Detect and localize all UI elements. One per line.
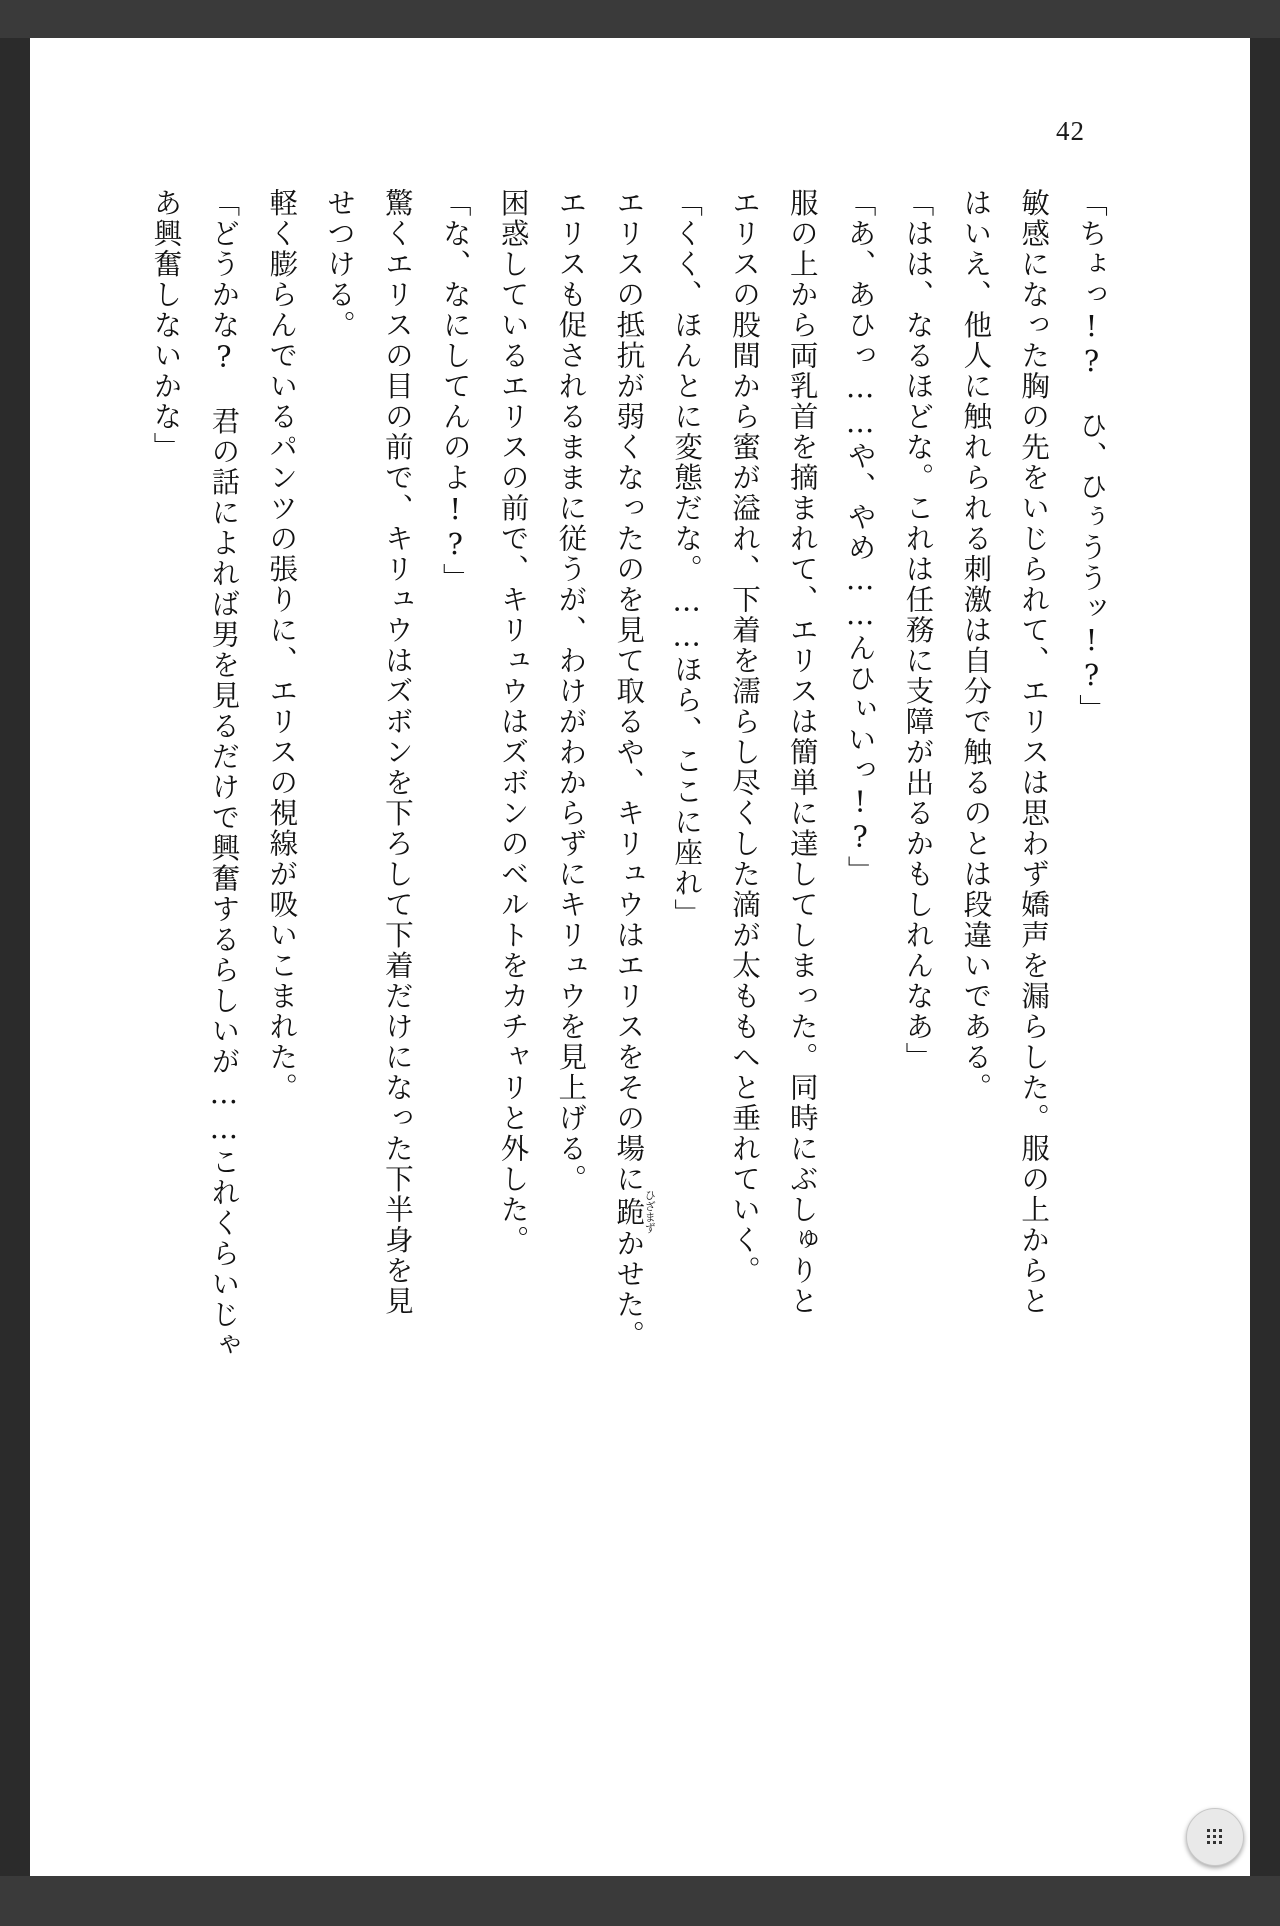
paragraph: 軽く膨らんでいるパンツの張りに、エリスの視線が吸いこまれた。 xyxy=(265,188,299,1103)
resize-handle-glyph xyxy=(1204,1826,1226,1848)
bottom-chrome-bar xyxy=(0,1876,1280,1926)
paragraph: 「はは、なるほどな。これは任務に支障が出るかもしれんなあ」 xyxy=(901,188,935,1073)
paragraph: 「ちょっ!? ひ、ひぅううッ!?」 xyxy=(1075,188,1108,725)
paragraph: せつける。 xyxy=(323,188,357,341)
resize-handle-icon[interactable] xyxy=(1186,1808,1244,1866)
paragraph: エリスの股間から蜜が溢れ、下着を濡らし尽くした滴が太ももへと垂れていく。 xyxy=(727,188,761,1286)
ruby-annotation: 跪ひざまず xyxy=(612,1189,657,1234)
paragraph: 敏感になった胸の先をいじられて、エリスは思わず嬌声を漏らした。服の上からと xyxy=(1017,188,1051,1317)
paragraph: 「どうかな? 君の話によれば男を見るだけで興奮するらしいが……これくらいじゃ xyxy=(207,188,241,1361)
paragraph: 服の上から両乳首を摘まれて、エリスは簡単に達してしまった。同時にぶしゅりと xyxy=(785,188,819,1317)
paragraph: 「な、なにしてんのよ!?」 xyxy=(438,188,472,594)
paragraph: あ興奮しないかな」 xyxy=(149,188,183,463)
paragraph: 「くく、ほんとに変態だな。……ほら、ここに座れ」 xyxy=(670,188,704,929)
paragraph: はいえ、他人に触れられる刺激は自分で触るのとは段違いである。 xyxy=(959,188,993,1103)
paragraph: エリスも促されるままに従うが、わけがわからずにキリュウを見上げる。 xyxy=(554,188,588,1195)
page-sheet xyxy=(30,38,1250,1876)
paragraph: 困惑しているエリスの前で、キリュウはズボンのベルトをカチャリと外した。 xyxy=(496,188,530,1256)
left-gutter xyxy=(0,0,30,1926)
page-body-text xyxy=(149,188,1120,1528)
paragraph: 「あ、あひっ……や、やめ……んひぃいっ!?」 xyxy=(843,188,877,886)
paragraph: 驚くエリスの目の前で、キリュウはズボンを下ろして下着だけになった下半身を見 xyxy=(380,188,414,1317)
page-number: 42 xyxy=(1056,116,1085,146)
paragraph-text: エリスの抵抗が弱くなったのを見て取るや、キリュウはエリスをその場に跪ひざまずかせた。 xyxy=(612,188,657,1351)
right-gutter xyxy=(1250,0,1280,1926)
paragraph-with-ruby xyxy=(599,188,657,1528)
top-chrome-bar xyxy=(0,0,1280,38)
